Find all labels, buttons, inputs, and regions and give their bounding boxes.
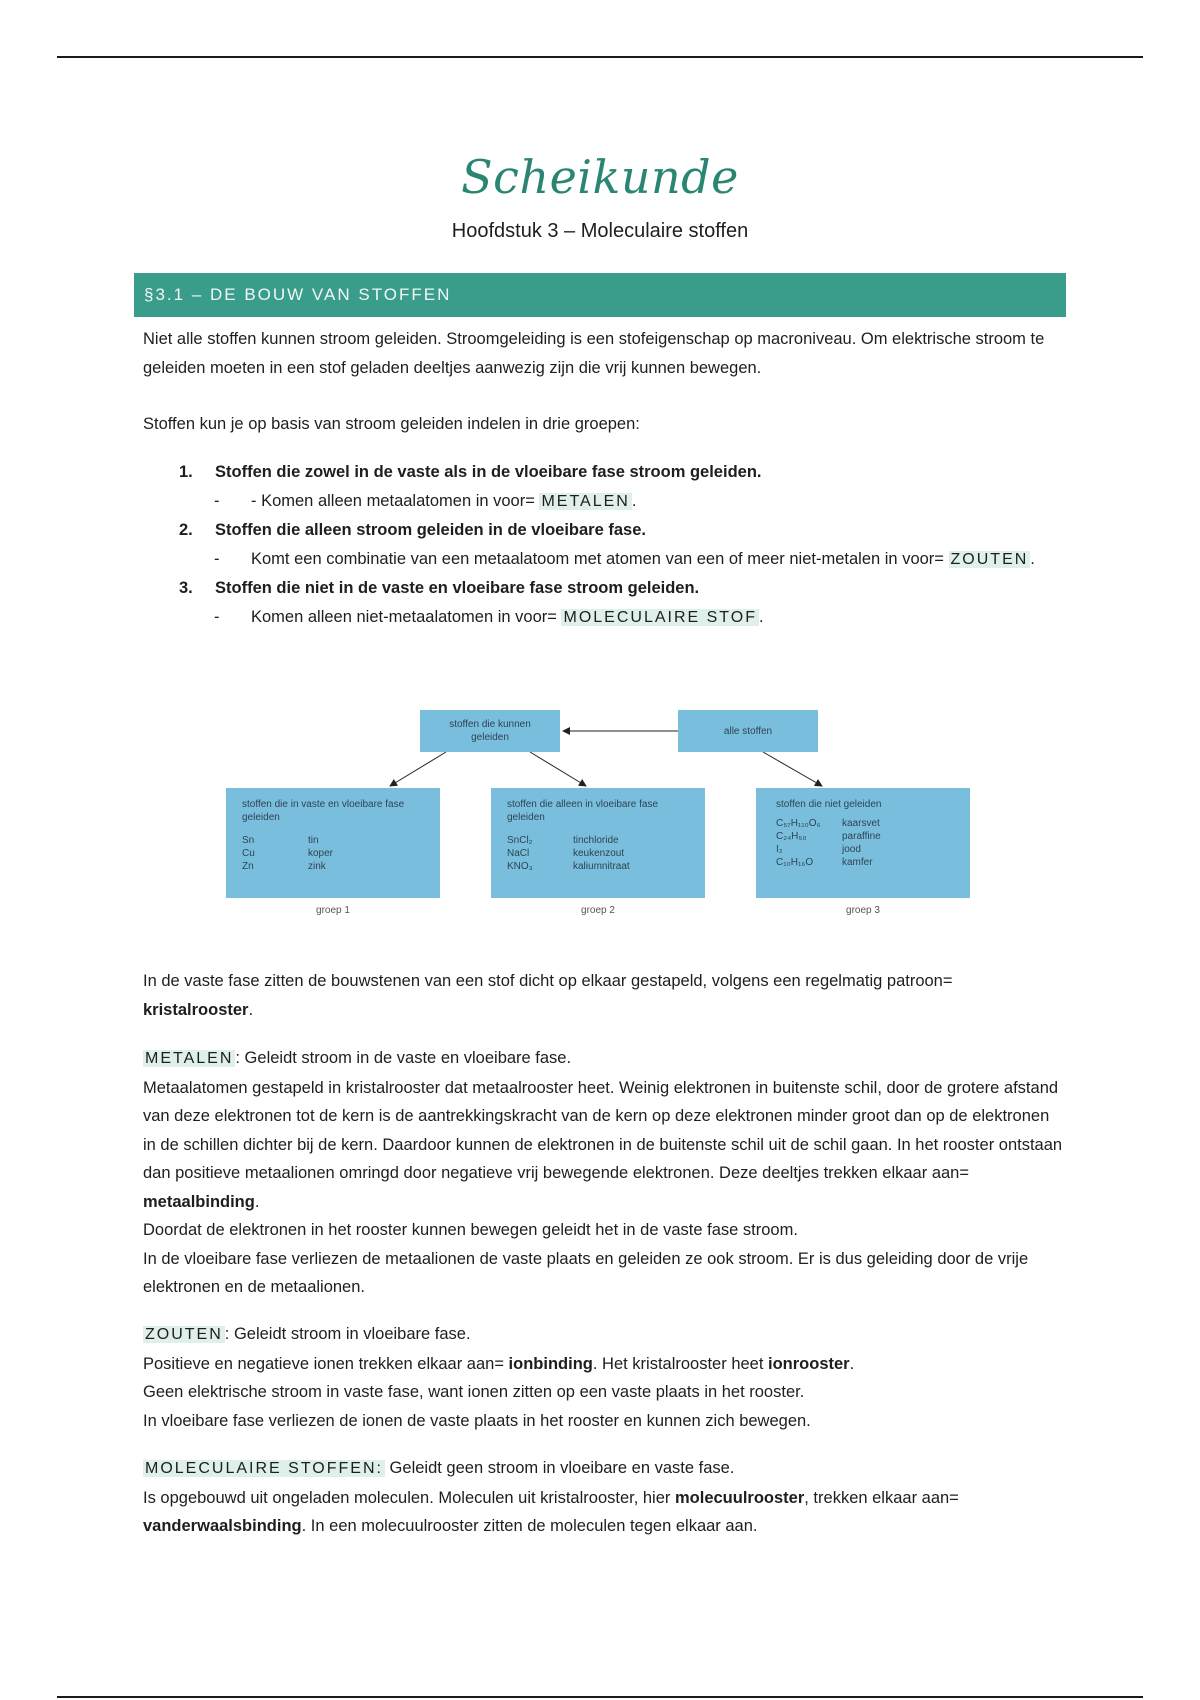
list-subitem: - Komt een combinatie van een metaalatoom met atomen van een of meer niet-metalen in voor= ZOUTEN . xyxy=(214,549,1035,568)
list-subitem: - - Komen alleen metaalatomen in voor= METALEN . xyxy=(214,491,637,510)
box-group3 xyxy=(756,788,970,898)
paragraph-vaste-fase: In de vaste fase zitten de bouwstenen van een stof dicht op elkaar gestapeld, volgens een regelmatig patroon= kristalrooster. xyxy=(143,972,953,1019)
table-row: Sn tin xyxy=(242,835,319,846)
paragraph-zouten: ZOUTEN : Geleidt stroom in vloeibare fase. Positieve en negatieve ionen trekken elkaar aan= ionbinding. Het kristalrooster heet ionrooster. Geen elektrische stroom in vaste fase, want ionen zitten op een vaste plaats in het rooster. In vloeibare fase verliezen de ionen de vaste plaats in het rooster en kunnen zich bewegen. xyxy=(143,1325,855,1430)
table-row: C₅₇H₁₁₀O₆ kaarsvet xyxy=(776,818,880,829)
table-row: KNO₃ kaliumnitraat xyxy=(507,861,630,872)
top-rule xyxy=(57,56,1143,58)
arrow-to-group1 xyxy=(390,752,446,786)
classification-diagram xyxy=(218,700,978,930)
list-item: 3. Stoffen die niet in de vaste en vloeibare fase stroom geleiden. xyxy=(179,579,700,597)
arrow-to-group2 xyxy=(530,752,586,786)
section-header: §3.1 – DE BOUW VAN STOFFEN xyxy=(134,273,1066,317)
table-row: C₁₀H₁₆O kamfer xyxy=(776,857,873,868)
bottom-rule xyxy=(57,1696,1143,1698)
table-row: NaCl keukenzout xyxy=(507,848,625,859)
group1-caption: groep 1 xyxy=(316,905,350,916)
page-subtitle: Hoofdstuk 3 – Moleculaire stoffen xyxy=(451,220,749,242)
highlight-term: MOLECULAIRE STOFFEN: xyxy=(145,1460,383,1477)
table-row: I₂ jood xyxy=(776,844,861,855)
box-all-substances: alle stoffen xyxy=(678,710,818,752)
group2-caption: groep 2 xyxy=(581,905,615,916)
highlight-term: ZOUTEN xyxy=(145,1326,223,1343)
page-title: Scheikunde xyxy=(461,150,739,204)
table-row: Zn zink xyxy=(242,861,326,872)
list-item: 1. Stoffen die zowel in de vaste als in de vloeibare fase stroom geleiden. xyxy=(179,463,762,481)
table-row: C₂₄H₅₀ paraffine xyxy=(776,831,881,842)
intro-paragraph: Niet alle stoffen kunnen stroom geleiden. Stroomgeleiding is een stofeigenschap op macroniveau. Om elektrische stroom te geleiden moeten in een stof geladen deeltjes aanwezig zijn die vrij kunnen bewegen. xyxy=(143,330,1045,377)
intro-lead: Stoffen kun je op basis van stroom geleiden indelen in drie groepen: xyxy=(143,415,640,433)
box-group2-title: stoffen die alleen in vloeibare fase geleiden xyxy=(507,799,659,823)
groups-list xyxy=(143,458,1063,632)
highlight-term: METALEN xyxy=(541,492,630,510)
table-row: Cu koper xyxy=(242,848,334,859)
box-group3-title: stoffen die niet geleiden xyxy=(776,799,882,810)
paragraph-metalen: METALEN : Geleidt stroom in de vaste en vloeibare fase. Metaalatomen gestapeld in kristalrooster dat metaalrooster heet. Weinig elektronen in buitenste schil, door de grotere afstand van deze elektronen tot de kern is de aantrekkingskracht van de kern op deze elektronen minder groot dan op de elektronen in de schillen dichter bij de kern. Daardoor kunnen de elektronen in de buitenste schil uit de schil gaan. In het rooster ontstaan dan positieve metaalionen omringd door negatieve vrij bewegende elektronen. Deze deeltjes trekken elkaar aan= metaalbinding. Doordat de elektronen in het rooster kunnen bewegen geleidt het in de vaste fase stroom. In de vloeibare fase verliezen de metaalionen de vaste plaats en geleiden ze ook stroom. Er is dus geleiding door de vrije elektronen en de metaalionen. xyxy=(143,1049,1063,1296)
list-item: 2. Stoffen die alleen stroom geleiden in de vloeibare fase. xyxy=(179,521,646,539)
highlight-term: METALEN xyxy=(145,1050,234,1067)
paragraph-moleculaire-stoffen: MOLECULAIRE STOFFEN: Geleidt geen stroom in vloeibare en vaste fase. Is opgebouwd uit ongeladen moleculen. Moleculen uit kristalrooster, hier molecuulrooster, trekken elkaar aan= vanderwaalsbinding. In een molecuulrooster zitten de moleculen tegen elkaar aan. xyxy=(143,1459,959,1535)
box-group1-title: stoffen die in vaste en vloeibare fase geleiden xyxy=(242,799,405,823)
box-group1 xyxy=(226,788,440,898)
list-subitem: - Komen alleen niet-metaalatomen in voor= MOLECULAIRE STOF . xyxy=(214,607,764,626)
group3-caption: groep 3 xyxy=(846,905,880,916)
box-group2 xyxy=(491,788,705,898)
table-row: SnCl₂ tinchloride xyxy=(507,835,619,846)
highlight-term: MOLECULAIRE STOF xyxy=(563,608,757,626)
box-conducting: stoffen die kunnen geleiden xyxy=(420,710,560,752)
highlight-term: ZOUTEN xyxy=(950,550,1029,568)
arrow-to-group3 xyxy=(763,752,822,786)
